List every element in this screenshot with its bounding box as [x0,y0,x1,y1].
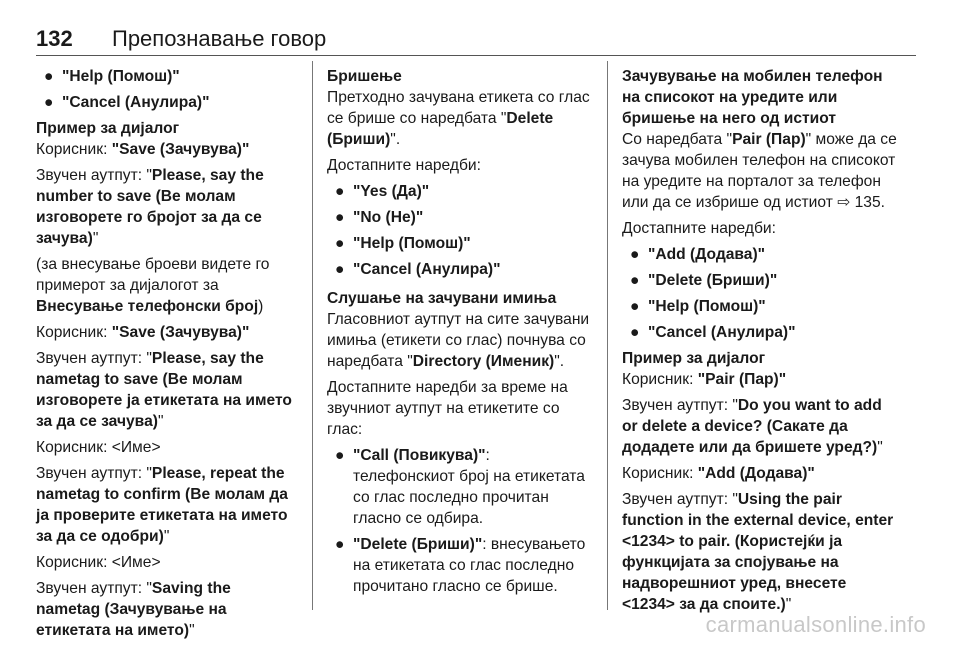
page-header [36,26,916,54]
list-item: ● "Call (Повикува)": телефонскиот број на етикетата со глас последно прочитан гласно се одбира. [335,447,585,527]
command-list [327,181,595,280]
column-divider-1 [312,61,313,610]
list-item: ● "Cancel (Анулира)" [335,261,501,278]
section-heading: Бришење [327,68,402,85]
dialog-line: Корисник: <Име> [36,554,161,571]
section-heading: Слушање на зачувани имиња [327,290,557,307]
dialog-line: Корисник: "Add (Додава)" [622,465,815,482]
dialog-line: Корисник: <Име> [36,439,161,456]
column-2 [327,66,595,602]
command-list [327,445,595,597]
dialog-line: Звучен аутпут: "Do you want to add or delete a device? (Сакате да додадете или да бришете уред?)" [622,397,883,456]
body-text: Достапните наредби за време на звучниот аутпут на етикетите со глас: [327,379,568,438]
section-heading: Зачувување на мобилен телефон на списокот на уредите или бришење на него од истиот [622,68,883,127]
list-item: ● "No (Не)" [335,209,424,226]
column-divider-2 [607,61,608,610]
bullet-icon: ● [335,261,345,278]
body-text: Со наредбата "Pair (Пар)" може да се зачува мобилен телефон на списокот на уредите на порталот за телефон или да се избрише од истиот ⇨ 135. [622,131,897,211]
dialog-line: Корисник: "Save (Зачувува)" [36,141,250,158]
section-heading: Пример за дијалог [622,350,766,367]
page-title: Препознавање говор [112,26,327,51]
page-number: 132 [36,26,73,51]
page-reference-arrow-icon: ⇨ [837,194,851,211]
bullet-icon: ● [335,209,345,226]
list-item: ● "Yes (Да)" [335,183,430,200]
section-heading: Пример за дијалог [36,120,180,137]
list-item: ● "Help (Помош)" [630,298,766,315]
body-text: Достапните наредби: [327,157,481,174]
dialog-line: Звучен аутпут: "Please, say the nametag to save (Ве молам изговорете ја етикетата на името за да се зачува)" [36,350,292,430]
bullet-icon: ● [630,272,640,289]
bullet-icon: ● [335,536,345,553]
dialog-line: Звучен аутпут: "Please, say the number to save (Ве молам изговорете го бројот за да се зачува)" [36,167,264,247]
bullet-icon: ● [44,68,54,85]
bullet-icon: ● [630,298,640,315]
list-item: ● "Add (Додава)" [630,246,766,263]
column-1 [36,66,298,646]
body-text: Гласовниот аутпут на сите зачувани имиња (етикети со глас) почнува со наредбата "Directory (Именик)". [327,311,590,370]
dialog-line: Звучен аутпут: "Please, repeat the nametag to confirm (Ве молам да ја проверите етикетата на името за да се одобри)" [36,465,288,545]
column-3 [622,66,898,620]
dialog-line: Корисник: "Save (Зачувува)" [36,324,250,341]
dialog-line: Корисник: "Pair (Пар)" [622,371,787,388]
list-item: ● "Cancel (Анулира)" [44,94,210,111]
bullet-icon: ● [630,324,640,341]
body-text: Претходно зачувана етикета со глас се брише со наредбата "Delete (Бриши)". [327,89,590,148]
list-item: ● "Help (Помош)" [335,235,471,252]
list-item: ● "Delete (Бриши)": внесувањето на етикетата со глас последно прочитано гласно се брише. [335,536,586,595]
note-text: (за внесување броеви видете го примерот за дијалогот за Внесување телефонски број) [36,256,270,315]
command-list [36,66,298,113]
body-text: Достапните наредби: [622,220,776,237]
command-list [622,244,898,343]
page-reference[interactable]: 135. [854,194,885,211]
list-item: ● "Cancel (Анулира)" [630,324,796,341]
list-item: ● "Delete (Бриши)" [630,272,778,289]
bullet-icon: ● [630,246,640,263]
dialog-line: Звучен аутпут: "Saving the nametag (Зачувување на етикетата на името)" [36,580,231,639]
bullet-icon: ● [335,183,345,200]
bullet-icon: ● [335,235,345,252]
list-item: ● "Help (Помош)" [44,68,180,85]
header-divider [36,55,916,56]
dialog-line: Звучен аутпут: "Using the pair function in the external device, enter <1234> to pair. (Користејќи ја функцијата за спојување на надворешниот уред, внесете <1234> за да споите.)" [622,491,894,613]
watermark: carmanualsonline.info [705,612,926,637]
bullet-icon: ● [335,447,345,464]
bullet-icon: ● [44,94,54,111]
